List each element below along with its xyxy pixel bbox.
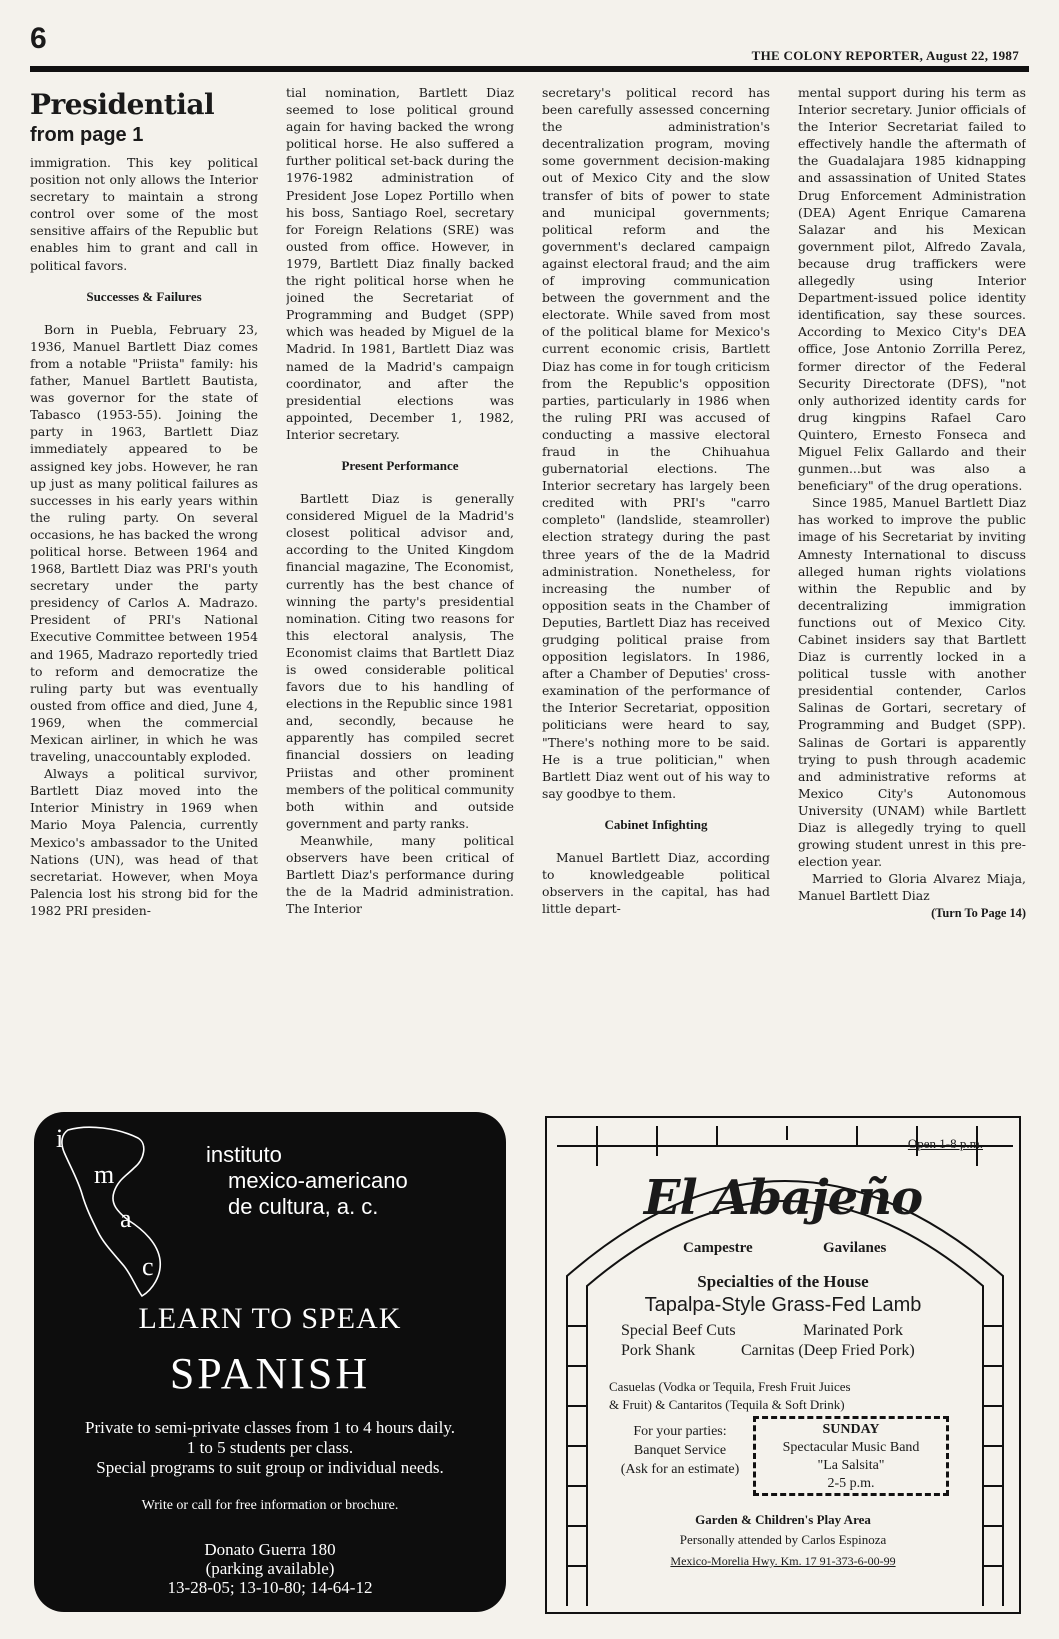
logo-letter-a: a — [120, 1204, 132, 1233]
headline: Presidential — [30, 88, 215, 121]
paragraph: Born in Puebla, February 23, 1936, Manuel Bartlett Diaz comes from a notable "Priista" family: his father, Manuel Bartlett Bautista, was governor for the state of Tabasco (1953-55). Joining the party in 1963, Bartlett Diaz immediately appeared to be assigned key jobs. However, he ran up just as many political failures as successes in his early years within the ruling party. On several occasions, he has backed the wrong political horse. Between 1964 and 1968, Bartlett Diaz was PRI's youth secretary under the party presidency of Carlos A. Madrazo. President of PRI's National Executive Committee between 1954 and 1965, Madrazo reportedly tried to reform and democratize the ruling party but was eventually ousted from office and died, June 4, 1969, when the commercial Mexican airliner, in which he was traveling, unaccountably exploded. — [30, 321, 258, 765]
article-column-1 — [30, 84, 258, 1096]
sunday-music-box — [753, 1416, 949, 1496]
paragraph: Married to Gloria Alvarez Miaja, Manuel Bartlett Diaz — [798, 871, 1026, 904]
phone-numbers: 13-28-05; 13-10-80; 14-64-12 — [167, 1578, 373, 1597]
band-name: "La Salsita" — [817, 1458, 885, 1473]
parties-line: Banquet Service — [633, 1443, 727, 1458]
section-heading-infighting: Cabinet Infighting — [604, 816, 708, 832]
paragraph: Bartlett Diaz is generally considered Miguel de la Madrid's closest political advisor and, according to the United Kingdom financial magazine, The Economist, currently has the best chance of winning the party's presidential nomination. Citing two reasons for this electoral analysis, The Economist claims that Bartlett Diaz is owed considerable political favors due to his handling of elections in the Republic since 1981 and, secondly, because he apparently has compiled secret financial dossiers on leading Priistas and other prominent members of the political community both within and outside government and party ranks. — [286, 491, 514, 831]
location-gavilanes: Gavilanes — [823, 1240, 887, 1256]
paragraph: secretary's political record has been carefully assessed concerning the administration's decentralization program, moving some government decision-making out of Mexico City and the slow transfer of bits of power to state and municipal governments; political reform and the government's declared campaign against electoral fraud; and the aim of improving communication between the government and the electorate. While saved from most of the political blame for Mexico's current economic crisis, Bartlett Diaz has come in for tough criticism from the Republic's opposition parties, particularly in 1986 when the ruling PRI was accused of conducting a massive electoral fraud in the Chihuahua gubernatorial elections. The Interior secretary has largely been credited with PRI's "carro completo" (landslide, steamroller) election strategy during the past three years of the de la Madrid administration. Nonetheless, for increasing the number of opposition seats in the Chamber of Deputies, Bartlett Diaz has received grudging political praise from opposition legislators. In 1986, after a Chamber of Deputies' cross-examination of the performance of the Interior Secretariat, opposition politicians were heard to say, "There's nothing more to be said. He is a true politician," when Bartlett Diaz went out of his way to say goodbye to them. — [542, 85, 770, 801]
garden-line: Garden & Children's Play Area — [695, 1512, 871, 1527]
parties-line: For your parties: — [633, 1424, 727, 1439]
paragraph: Always a political survivor, Bartlett Diaz moved into the Interior Ministry in 1969 when Mario Moya Palencia, currently Mexico's ambassador to the United Nations (UN), was head of that secretariat. However, when Moya Palencia lost his strong bid for the 1982 PRI presiden- — [30, 766, 258, 918]
ad-address — [34, 1540, 506, 1597]
sunday-label: SUNDAY — [822, 1422, 880, 1437]
opening-hours: Open 1-8 p.m. — [907, 1136, 983, 1151]
continuation-note: (Turn To Page 14) — [931, 905, 1026, 920]
masthead: THE COLONY REPORTER, August 22, 1987 — [751, 48, 1019, 63]
personal-line: Personally attended by Carlos Espinoza — [679, 1532, 887, 1547]
ad-inner — [557, 1126, 1009, 1604]
article — [30, 84, 1030, 1096]
address-line: Donato Guerra 180 — [204, 1540, 336, 1559]
paragraph: tial nomination, Bartlett Diaz seemed to lose political ground again for having backed the wrong political horse. He also suffered a further political set-back during the 1976-1982 administration of President Jose Lopez Portillo when his boss, Santiago Roel, secretary for Foreign Relations (SRE) was ousted from office. However, in 1979, Bartlett Diaz finally backed the right political horse when he joined the Secretariat of Programming and Budget (SPP) which was headed by Miguel de la Madrid. In 1981, Bartlett Diaz was named de la Madrid's campaign coordinator, and after the presidential elections was appointed, December 1, 1982, Interior secretary. — [286, 85, 514, 442]
institute-line: mexico-americano — [228, 1168, 408, 1193]
restaurant-name: El Abajeño — [643, 1170, 923, 1226]
ad-spanish-heading: SPANISH — [169, 1349, 371, 1398]
article-column-2 — [286, 84, 514, 1096]
ad-learn-heading: LEARN TO SPEAK — [138, 1302, 402, 1335]
page-number: 6 — [30, 22, 47, 55]
class-detail-line: 1 to 5 students per class. — [186, 1438, 354, 1457]
menu-item-lamb: Tapalpa-Style Grass-Fed Lamb — [644, 1294, 922, 1316]
address-line: (parking available) — [205, 1559, 335, 1578]
institute-line: instituto — [206, 1142, 282, 1167]
menu-item-pork-shank: Pork Shank — [621, 1342, 696, 1359]
specialties-heading: Specialties of the House — [697, 1272, 869, 1291]
class-detail-line: Private to semi-private classes from 1 to 4 hours daily. — [85, 1418, 455, 1437]
sunday-line: Spectacular Music Band — [782, 1440, 920, 1455]
ad-spanish-institute — [34, 1112, 506, 1612]
ad-class-details — [44, 1418, 496, 1478]
subhead: from page 1 — [30, 124, 144, 146]
institute-name — [206, 1142, 408, 1220]
paragraph: mental support during his term as Interior secretary. Junior officials of the Interior Secretariat failed to effectively handle the aftermath of the Guadalajara 1985 kidnapping and assassination of United States Drug Enforcement Administration (DEA) Agent Enrique Camarena Salazar and his Mexican government pilot, Alfredo Zavala, because drug traffickers were allegedly using Interior Department-issued police identity identification, say these sources. According to Mexico City's DEA office, Jose Antonio Zorrilla Perez, former director of the Federal Security Directorate (DFS), "not only authorized identity cards for drug kingpins Rafael Caro Quintero, Ernesto Fonseca and Miguel Felix Gallardo and their gunmen...but was also a beneficiary" of the drug operations. — [798, 85, 1026, 494]
ad-el-abajeno — [545, 1116, 1021, 1614]
menu-item-beef: Special Beef Cuts — [621, 1322, 736, 1339]
menu-item-carnitas: Carnitas (Deep Fried Pork) — [741, 1342, 915, 1359]
location-campestre: Campestre — [683, 1240, 753, 1256]
paragraph: immigration. This key political position not only allows the Interior secretary to maintain a strong control over some of the most sensitive affairs of the Republic but enables him to grant and call in political favors. — [30, 155, 258, 273]
logo-letter-i: i — [56, 1124, 64, 1153]
ad-contact-line: Write or call for free information or brochure. — [141, 1498, 399, 1513]
drinks-line: Casuelas (Vodka or Tequila, Fresh Fruit Juices — [609, 1379, 851, 1394]
americas-map-icon — [48, 1120, 188, 1300]
paragraph: Since 1985, Manuel Bartlett Diaz has worked to improve the public image of his Secretariat by inviting Amnesty International to discuss alleged human rights violations within the Republic and by decentralizing immigration functions out of Mexico City. Cabinet insiders say that Bartlett Diaz is currently locked in a political tussle with another presidential contender, Carlos Salinas de Gortari, secretary of Programming and Budget (SPP). Salinas de Gortari is apparently trying to push through academic and administrative reforms at Mexico City's Autonomous University (UNAM) while Bartlett Diaz is allegedly trying to quell growing student unrest in this pre-election year. — [798, 495, 1026, 870]
address-line: Mexico-Morelia Hwy. Km. 17 91-373-6-00-99 — [670, 1554, 896, 1568]
header-rule — [30, 66, 1029, 72]
article-column-4 — [798, 84, 1026, 1096]
drinks-line: & Fruit) & Cantaritos (Tequila & Soft Drink) — [609, 1397, 845, 1412]
article-column-3 — [542, 84, 770, 1096]
logo-letter-c: c — [142, 1252, 154, 1281]
drinks-description — [609, 1378, 949, 1414]
paragraph: Meanwhile, many political observers have been critical of Bartlett Diaz's performance during the de la Madrid administration. The Interior — [286, 832, 514, 917]
paragraph: Manuel Bartlett Diaz, according to knowledgeable political observers in the capital, has had little depart- — [542, 850, 770, 917]
class-detail-line: Special programs to suit group or individual needs. — [96, 1458, 444, 1477]
logo-letter-m: m — [94, 1160, 115, 1189]
institute-line: de cultura, a. c. — [228, 1194, 379, 1219]
menu-item-marinated-pork: Marinated Pork — [803, 1322, 903, 1339]
section-heading-performance: Present Performance — [341, 457, 459, 473]
parties-info — [605, 1422, 755, 1479]
sunday-time: 2-5 p.m. — [827, 1476, 875, 1491]
parties-line: (Ask for an estimate) — [620, 1462, 740, 1477]
section-heading-successes: Successes & Failures — [86, 288, 202, 304]
